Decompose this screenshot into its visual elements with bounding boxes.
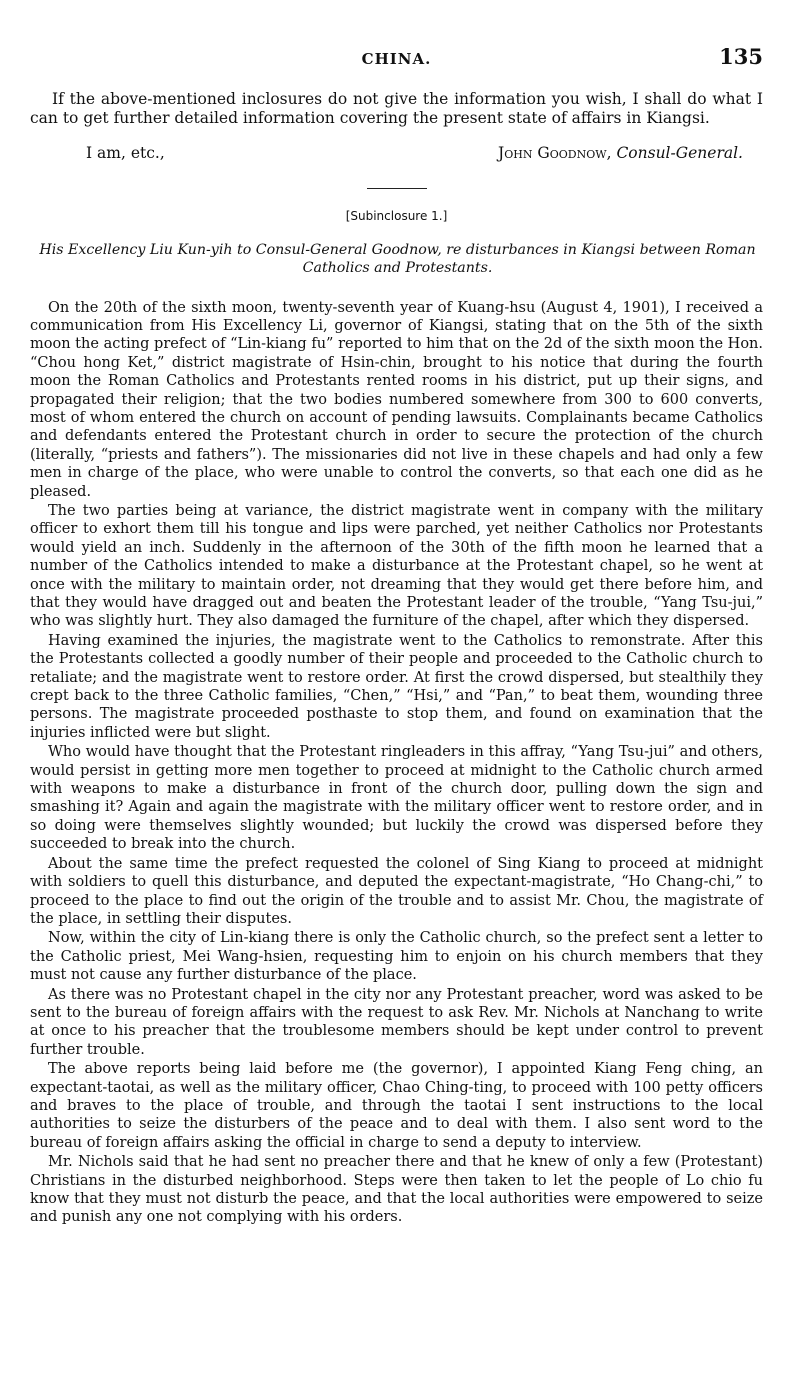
signer-title: Consul-General. (616, 143, 743, 162)
body-paragraph-1: On the 20th of the sixth moon, twenty-seventh year of Kuang-hsu (August 4, 1901), I received a communication from His Excellency Li, governor of Kiangsi, stating that on the 5th of the sixth moon the acting prefect of “Lin-kiang fu” reported to him that on the 2d of the sixth moon the Hon. “Chou hong Ket,” district magistrate of Hsin-chin, brought to his notice that during the fourth moon the Roman Catholics and Protestants rented rooms in his district, put up their signs, and propagated their religion; that the two bodies numbered somewhere from 300 to 600 converts, most of whom entered the church on account of pending lawsuits. Complainants became Catholics and defendants entered the Protestant church in order to secure the protection of the church (literally, “priests and fathers”). The missionaries did not live in these chapels and had only a few men in charge of the place, who were unable to control the converts, so that each one did as he pleased. (30, 299, 763, 500)
signer-name: John Goodnow, (498, 143, 612, 162)
running-head (30, 44, 763, 74)
body-paragraph-7: As there was no Protestant chapel in the city nor any Protestant preacher, word was asked to be sent to the bureau of foreign affairs with the request to ask Rev. Mr. Nichols at Nanchang to write at once to his preacher that the troublesome members should be kept under control to prevent further trouble. (30, 986, 763, 1058)
body-paragraph-9: Mr. Nichols said that he had sent no preacher there and that he knew of only a few (Protestant) Christians in the disturbed neighborhood. Steps were then taken to let the people of Lo chio fu know that they must not disturb the peace, and that the local authorities were empowered to seize and punish any one not complying with his orders. (30, 1154, 763, 1226)
body-paragraph-8: The above reports being laid before me (the governor), I appointed Kiang Feng ching, an expectant-taotai, as well as the military officer, Chao Ching-ting, to proceed with 100 petty officers and braves to the place of trouble, and through the taotai I sent instructions to the local authorities to seize the disturbers of the peace and to deal with them. I also sent word to the bureau of foreign affairs asking the official in charge to send a deputy to interview. (30, 1061, 763, 1151)
page-number: 135 (719, 44, 763, 69)
closing-row (30, 144, 763, 164)
body-paragraph-4: Who would have thought that the Protestant ringleaders in this affray, “Yang Tsu-jui” and others, would persist in getting more men together to proceed at midnight to the Catholic church armed with weapons to make a disturbance in front of the church door, pulling down the sign and smashing it? Again and again the magistrate with the military officer went to restore order, and in so doing were themselves slightly wounded; but luckily the crowd was dispersed before they succeeded to break into the church. (30, 744, 763, 853)
subinclosure-label: [Subinclosure 1.] (345, 208, 448, 223)
body-paragraph-6: Now, within the city of Lin-kiang there is only the Catholic church, so the prefect sent a letter to the Catholic priest, Mei Wang-hsien, requesting him to enjoin on his church members that they must not cause any further disturbance of the place. (30, 930, 763, 984)
section-divider (367, 188, 427, 189)
body-paragraph-3: Having examined the injuries, the magistrate went to the Catholics to remonstrate. After this the Protestants collected a goodly number of their people and proceeded to the Catholic church to retaliate; and the magistrate went to restore order. At first the crowd dispersed, but stealthily they crept back to the three Catholic families, “Chen,” “Hsi,” and “Pan,” to beat them, wounding three persons. The magistrate proceeded posthaste to stop them, and found on examination that the injuries inflicted were but slight. (30, 632, 763, 741)
body-paragraph-5: About the same time the prefect requested the colonel of Sing Kiang to proceed at midnight with soldiers to quell this disturbance, and deputed the expectant-magistrate, “Ho Chang-chi,” to proceed to the place to find out the origin of the trouble and to assist Mr. Chou, the magistrate of the place, in settling their disputes. (30, 855, 763, 927)
intro-paragraph: If the above-mentioned inclosures do not give the information you wish, I shall do what I can to get further detailed information covering the present state of affairs in Kiangsi. (30, 90, 763, 127)
signature (498, 144, 743, 163)
running-title: CHINA. (361, 50, 432, 68)
body-paragraph-2: The two parties being at variance, the district magistrate went in company with the military officer to exhort them till his tongue and lips were parched, yet neither Catholics nor Protestants would yield an inch. Suddenly in the afternoon of the 30th of the fifth moon he learned that a number of the Catholics intended to make a disturbance at the Protestant chapel, so he went at once with the military to maintain order, not dreaming that they would get there before him, and that they would have dragged out and beaten the Protestant leader of the trouble, “Yang Tsu-jui,” who was slightly hurt. They also damaged the furniture of the chapel, after which they dispersed. (30, 502, 763, 630)
closing-phrase: I am, etc., (86, 143, 165, 162)
letter-heading: His Excellency Liu Kun-yih to Consul-General Goodnow, re disturbances in Kiangsi between Roman Catholics and Protestants. (39, 241, 756, 276)
